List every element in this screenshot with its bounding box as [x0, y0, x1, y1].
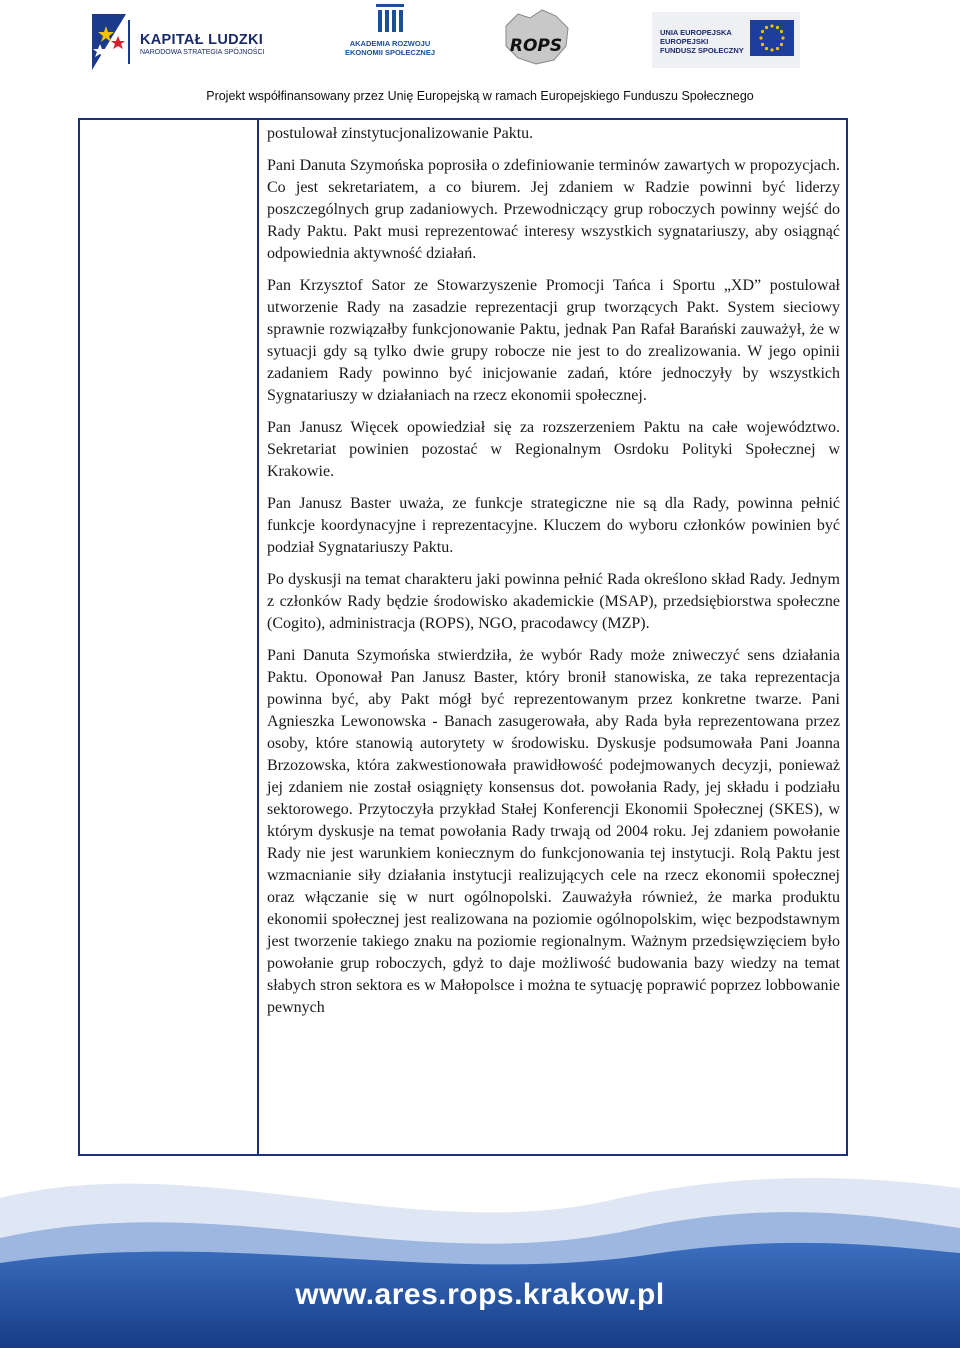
paragraph: Pan Janusz Baster uważa, ze funkcje strategiczne nie są dla Rady, powinna pełnić funkcje koordynacyjne i reprezentacyjne. Kluczem do wyboru członków powinien być podział Sygnatariuszy Paktu. — [267, 495, 840, 556]
paragraph: postulował zinstytucjonalizowanie Paktu. — [267, 125, 534, 142]
kapital-ludzki-emblem-icon — [92, 14, 138, 70]
header-logos — [0, 0, 960, 86]
kapital-ludzki-title: KAPITAŁ LUDZKI — [140, 32, 264, 48]
eu-line3: FUNDUSZ SPOŁECZNY — [660, 46, 744, 55]
paragraph: Pani Danuta Szymońska poprosiła o zdefiniowanie terminów zawartych w propozycjach. Co jest sekretariatem, a co biurem. Jej zdaniem w Radzie powinni być liderzy poszczególnych grup zadaniowych. Przewodniczący grup roboczych powinny wejść do Rady Paktu. Pakt musi reprezentować interesy wszystkich sygnatariuszy, aby osiągnąć odpowiednia aktywność działań. — [267, 157, 840, 262]
footer-banner — [0, 1158, 960, 1348]
akademia-line2: EKONOMII SPOŁECZNEJ — [344, 48, 435, 57]
akademia-line1: AKADEMIA ROZWOJU — [349, 39, 431, 48]
footer-wave-graphic — [0, 1158, 960, 1348]
paragraph: Pani Danuta Szymońska stwierdziła, że wybór Rady może zniweczyć sens działania Paktu. Oponował Pan Janusz Baster, który bronił stanowiska, ze taka reprezentacja powinna być, aby Pakt mógł być reprezentowanym przez konkretne twarze. Pani Agnieszka Lewonowska - Banach zasugerowała, aby Rada była reprezentowana przez osoby, które stanowią autorytety w środowisku. Dyskusje podsumowała Pani Joanna Brzozowska, która zakwestionowała prawidłowość podejmowanych decyzji, ponieważ jej zdaniem nie został osiągnięty konsensus dot. powołania Rady, jej składu i podziału sektorowego. Przytoczyła przykład Stałej Konferencji Ekonomii Społecznej (SKES), w którym dyskusje na temat powołania Rady trwają od 2004 roku. Jej zdaniem powołanie Rady nie jest warunkiem koniecznym do funkcjonowania tej instytucji. Rolą Paktu jest wzmacnianie siły działania instytucji realizujących cele na rzecz ekonomii społecznej oraz włączanie się w nurt ogólnopolski. Zauważyła również, że marka produktu ekonomii społecznej jest realizowana na poziomie ogólnopolskim, więc bezpodstawnym jest tworzenie takiego znaku na poziomie regionalnym. Ważnym przedsięwzięciem było powołanie grup roboczych, gdyż to daje możliwość budowania bazy wiedzy na temat słabych stron sektora es w Małopolsce i można te sytuację poprawić poprzez lobbowanie pewnych — [267, 647, 840, 1016]
eu-flag-icon — [750, 20, 794, 56]
paragraph: Pan Janusz Więcek opowiedział się za rozszerzeniem Paktu na całe województwo. Sekretariat powinien pozostać w Regionalnym Osrdoku Polityki Społecznej w Krakowie. — [267, 419, 840, 480]
table-right-cell — [267, 120, 840, 1154]
kapital-ludzki-logo — [92, 14, 267, 70]
rops-logo — [496, 6, 576, 68]
paragraph: Po dyskusji na temat charakteru jaki powinna pełnić Rada określono skład Rady. Jednym z członków Rady będzie środowisko akademickie (MSAP), przedsiębiorstwa społeczne (Cogito), administracja (ROPS), NGO, pracodawcy (MZP). — [267, 571, 840, 632]
rops-text: ROPS — [509, 36, 563, 56]
eu-line1: UNIA EUROPEJSKA — [660, 28, 732, 37]
kapital-ludzki-subtitle: NARODOWA STRATEGIA SPÓJNOŚCI — [140, 49, 265, 56]
cofinancing-note: Projekt współfinansowany przez Unię Europejską w ramach Europejskiego Funduszu Społecznego — [206, 89, 754, 103]
table-left-cell — [80, 120, 259, 1154]
akademia-logo — [340, 4, 440, 70]
paragraph: Pan Krzysztof Sator ze Stowarzyszenie Promocji Tańca i Sportu „XD” postulował utworzenie Rady na zasadzie reprezentacji grup tworzących Pakt. System sieciowy sprawnie rozwiązałby funkcjonowanie Paktu, jednak Pan Rafał Barański zauważył, że w sytuacji gdy są tylko dwie grupy robocze nie jest to do zrealizowania. W jego opinii zadaniem Rady powinno być inicjowanie zadań, które jednoczyły by wszystkich Sygnatariuszy w działaniach na rzecz ekonomii społecznej. — [267, 277, 840, 404]
footer-url: www.ares.rops.krakow.pl — [295, 1278, 665, 1311]
document-table — [78, 118, 848, 1156]
eu-logo — [652, 12, 800, 68]
eu-line2: EUROPEJSKI — [660, 37, 709, 46]
akademia-columns-icon — [374, 4, 406, 34]
